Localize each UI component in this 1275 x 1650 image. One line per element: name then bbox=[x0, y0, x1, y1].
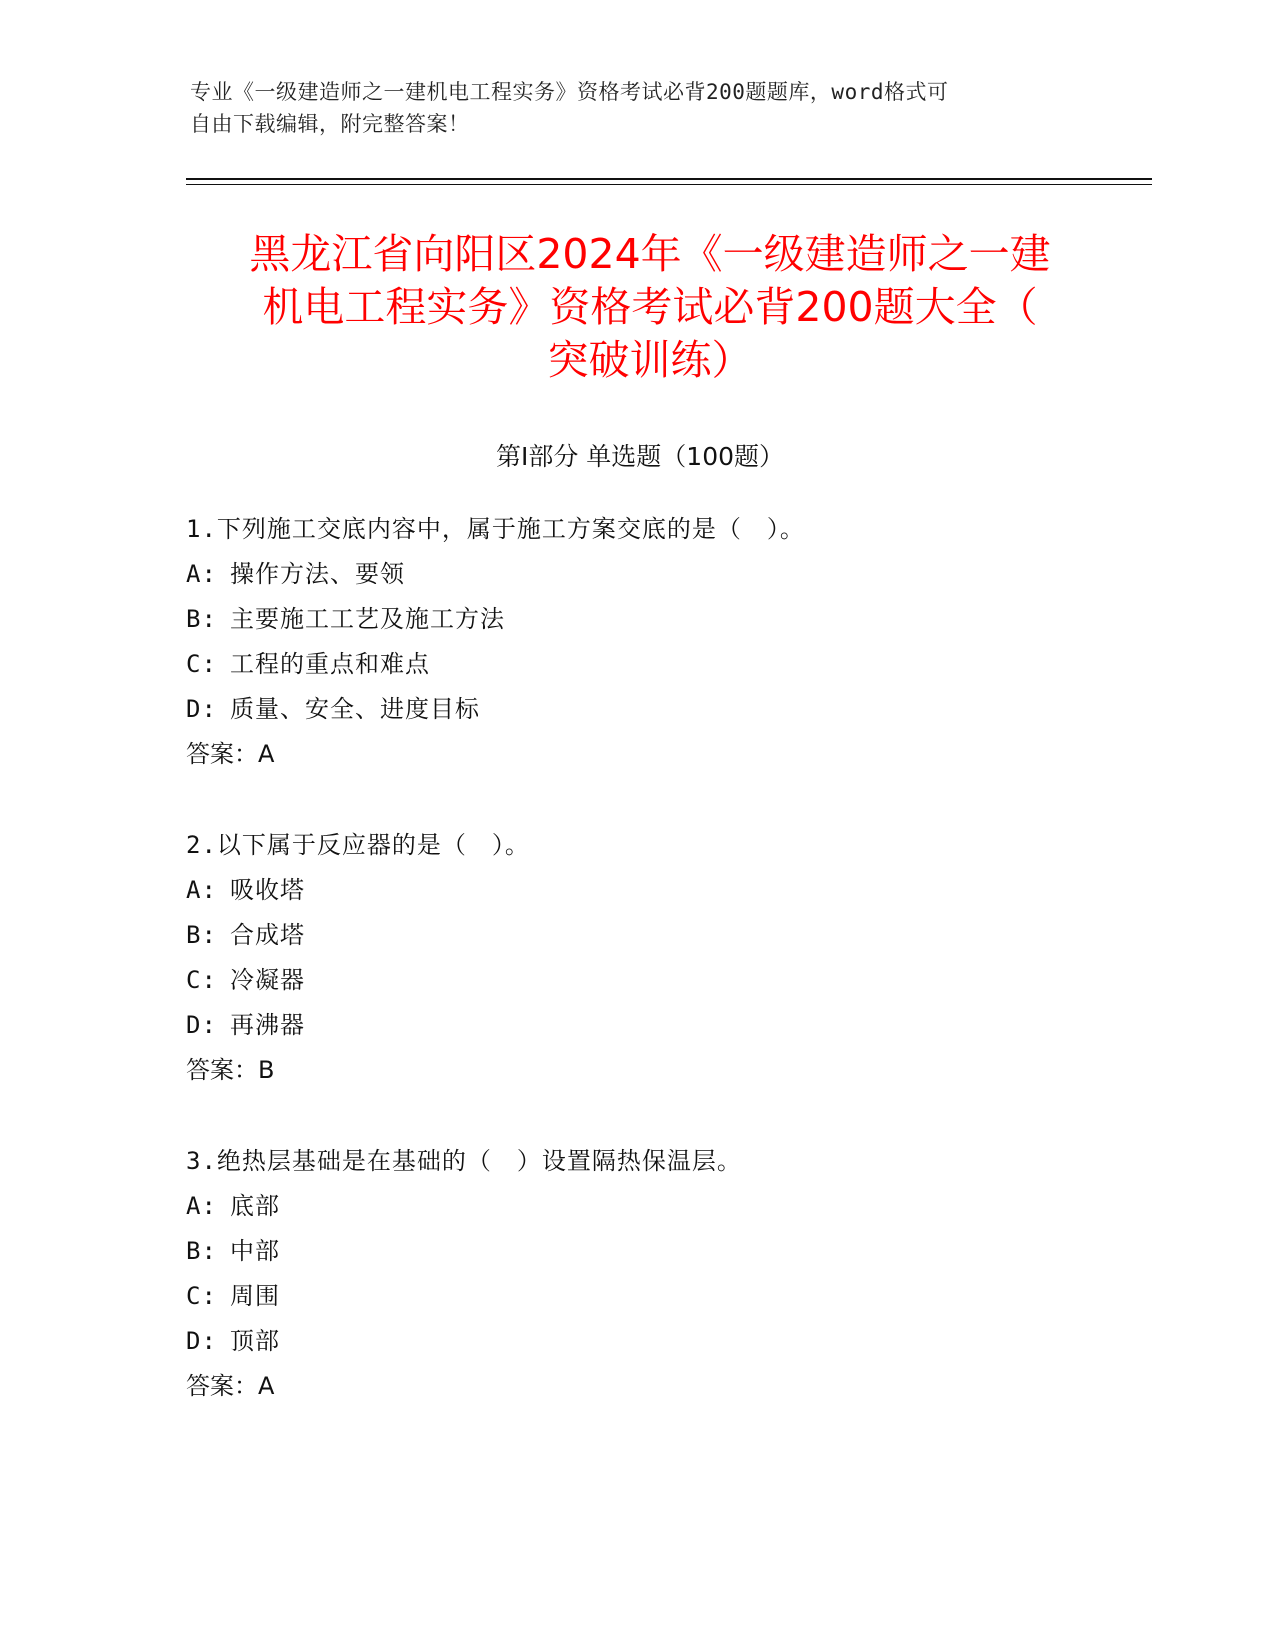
question-stem: 1.下列施工交底内容中，属于施工方案交底的是（ ）。 bbox=[186, 515, 805, 543]
question-1 bbox=[186, 507, 1146, 777]
option-text: 冷凝器 bbox=[230, 966, 305, 994]
document-title-line-3: 突破训练） bbox=[547, 336, 753, 384]
answer: 答案：A bbox=[186, 1372, 275, 1400]
option-key: C: bbox=[186, 650, 217, 678]
option-b bbox=[186, 597, 1146, 642]
option-b bbox=[186, 913, 1146, 958]
option-text: 顶部 bbox=[230, 1327, 280, 1355]
question-stem: 2.以下属于反应器的是（ ）。 bbox=[186, 831, 530, 859]
document-title-line-1: 黑龙江省向阳区2024年《一级建造师之一建 bbox=[249, 230, 1051, 278]
header-note-line-1: 专业《一级建造师之一建机电工程实务》资格考试必背200题题库，word格式可 bbox=[190, 80, 949, 104]
section-heading: 第Ⅰ部分 单选题（100题） bbox=[495, 442, 785, 471]
option-key: D: bbox=[186, 695, 217, 723]
document-title-line-2: 机电工程实务》资格考试必背200题大全（ bbox=[262, 283, 1038, 331]
option-text: 周围 bbox=[230, 1282, 280, 1310]
option-key: A: bbox=[186, 876, 217, 904]
option-text: 再沸器 bbox=[230, 1011, 305, 1039]
question-stem: 3.绝热层基础是在基础的（ ）设置隔热保温层。 bbox=[186, 1147, 742, 1175]
header-divider-thick bbox=[186, 178, 1152, 180]
option-key: B: bbox=[186, 1237, 217, 1265]
option-c bbox=[186, 958, 1146, 1003]
option-c bbox=[186, 1274, 1146, 1319]
option-key: D: bbox=[186, 1327, 217, 1355]
answer: 答案：A bbox=[186, 740, 275, 768]
option-a bbox=[186, 1184, 1146, 1229]
option-d bbox=[186, 687, 1146, 732]
header-divider-thin bbox=[186, 184, 1152, 185]
option-d bbox=[186, 1003, 1146, 1048]
option-text: 主要施工工艺及施工方法 bbox=[230, 605, 505, 633]
option-a bbox=[186, 552, 1146, 597]
option-text: 中部 bbox=[230, 1237, 280, 1265]
header-note-line-2: 自由下载编辑，附完整答案！ bbox=[190, 112, 470, 136]
option-c bbox=[186, 642, 1146, 687]
option-b bbox=[186, 1229, 1146, 1274]
option-key: C: bbox=[186, 1282, 217, 1310]
option-key: A: bbox=[186, 1192, 217, 1220]
document-title bbox=[170, 228, 1130, 387]
option-key: D: bbox=[186, 1011, 217, 1039]
header-note bbox=[190, 76, 1090, 140]
option-text: 底部 bbox=[230, 1192, 280, 1220]
option-text: 工程的重点和难点 bbox=[230, 650, 430, 678]
option-text: 吸收塔 bbox=[230, 876, 305, 904]
option-text: 合成塔 bbox=[230, 921, 305, 949]
option-key: B: bbox=[186, 921, 217, 949]
answer: 答案：B bbox=[186, 1056, 275, 1084]
option-d bbox=[186, 1319, 1146, 1364]
question-2 bbox=[186, 823, 1146, 1093]
option-key: C: bbox=[186, 966, 217, 994]
option-text: 操作方法、要领 bbox=[230, 560, 405, 588]
question-3 bbox=[186, 1139, 1146, 1409]
option-key: B: bbox=[186, 605, 217, 633]
option-a bbox=[186, 868, 1146, 913]
option-text: 质量、安全、进度目标 bbox=[230, 695, 480, 723]
option-key: A: bbox=[186, 560, 217, 588]
